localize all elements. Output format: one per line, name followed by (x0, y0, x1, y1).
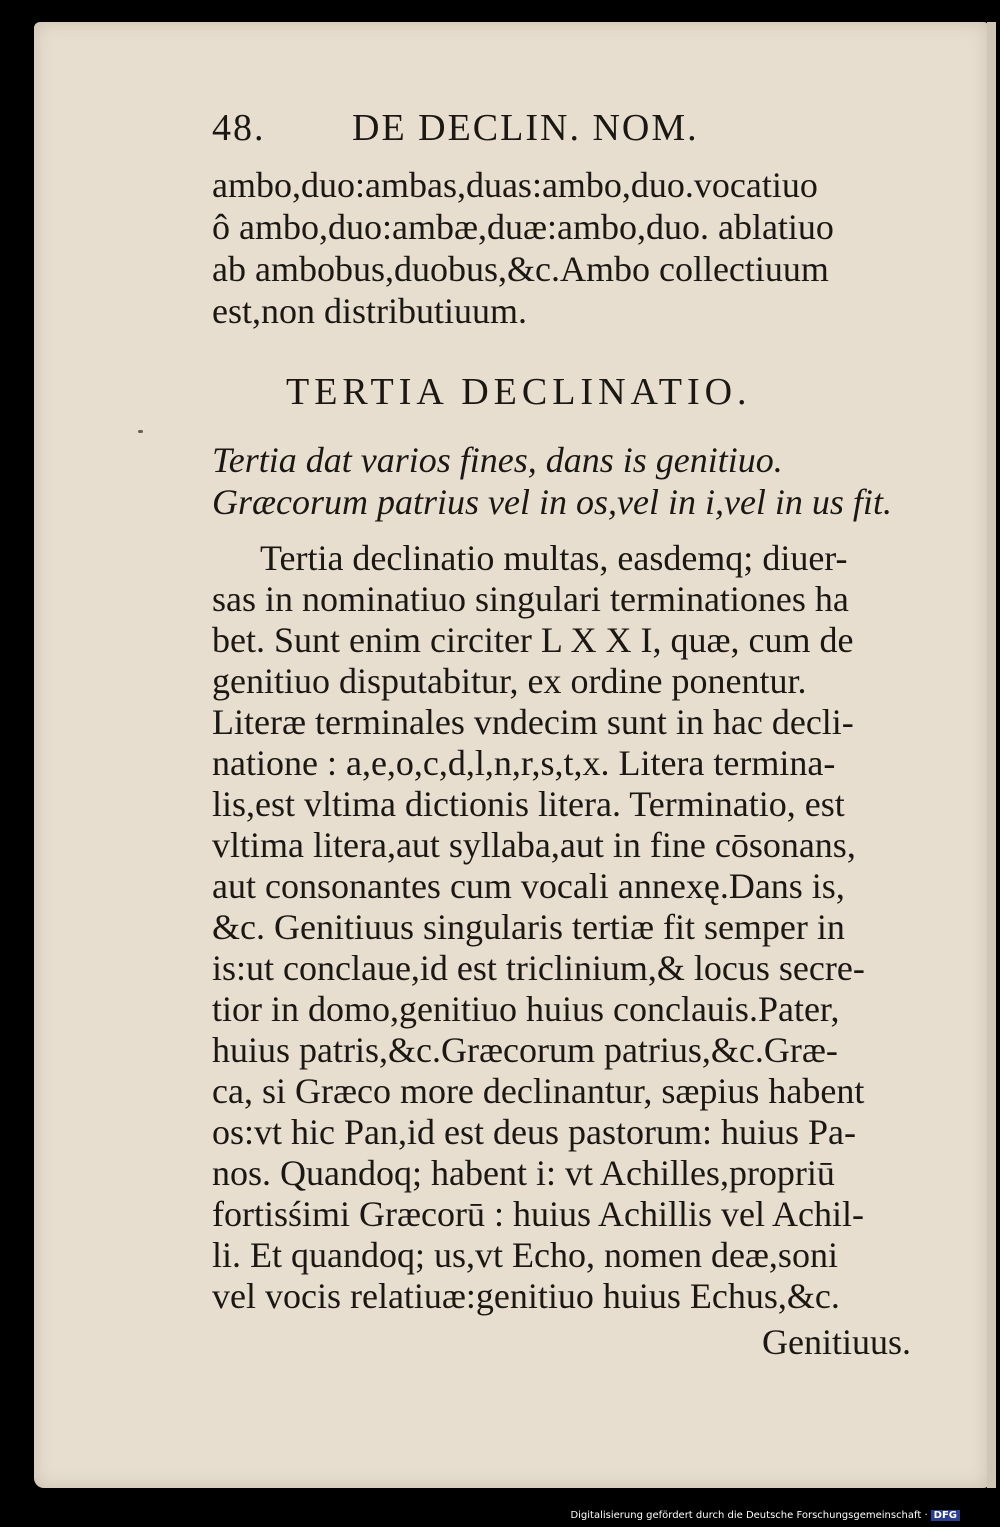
body-line: genitiuo disputabitur, ex ordine ponentur. (212, 661, 807, 701)
verse-line: Græcorum patrius vel in os,vel in i,vel in us fit. (212, 482, 892, 522)
credit-text: Digitalisierung gefördert durch die Deutsche Forschungsgemeinschaft · (570, 1510, 928, 1521)
body-line: natione : a,e,o,c,d,l,n,r,s,t,x. Litera termina- (212, 743, 836, 783)
digitization-credit (570, 1510, 960, 1521)
section-heading: TERTIA DECLINATIO. (286, 371, 752, 413)
intro-line: ambo,duo:ambas,duas:ambo,duo.vocatiuo (212, 165, 818, 205)
running-title: DE DECLIN. NOM. (352, 107, 699, 149)
running-header (212, 108, 699, 148)
body-line: vltima litera,aut syllaba,aut in fine cōsonans, (212, 825, 856, 865)
body-line: li. Et quandoq; us,vt Echo, nomen deæ,soni (212, 1235, 838, 1275)
intro-line: ô ambo,duo:ambæ,duæ:ambo,duo. ablatiuo (212, 207, 834, 247)
body-line: vel vocis relatiuæ:genitiuo huius Echus,&c. (212, 1276, 840, 1316)
body-line: huius patris,&c.Græcorum patrius,&c.Græ- (212, 1030, 838, 1070)
verse-line: Tertia dat varios fines, dans is genitiuo. (212, 440, 783, 480)
body-line: fortisśimi Græcorū : huius Achillis vel Achil- (212, 1194, 864, 1234)
paper-speck (138, 430, 143, 433)
intro-line: ab ambobus,duobus,&c.Ambo collectiuum (212, 249, 829, 289)
body-line: bet. Sunt enim circiter L X X I, quæ, cum de (212, 620, 854, 660)
catchword: Genitiuus. (762, 1322, 911, 1362)
page-number: 48. (212, 107, 266, 149)
body-line: Literæ terminales vndecim sunt in hac decli- (212, 702, 854, 742)
body-line: ca, si Græco more declinantur, sæpius habent (212, 1071, 865, 1111)
body-line: nos. Quandoq; habent i: vt Achilles,propriū (212, 1153, 835, 1193)
page-edge (987, 22, 996, 1488)
intro-line: est,non distributiuum. (212, 291, 527, 331)
body-line: Tertia declinatio multas, easdemq; diuer- (260, 538, 848, 578)
body-line: aut consonantes cum vocali annexę.Dans is, (212, 866, 845, 906)
body-line: os:vt hic Pan,id est deus pastorum: huius Pa- (212, 1112, 856, 1152)
body-line: lis,est vltima dictionis litera. Terminatio, est (212, 784, 845, 824)
body-line: &c. Genitiuus singularis tertiæ fit semper in (212, 907, 845, 947)
dfg-logo: DFG (931, 1510, 960, 1521)
body-line: sas in nominatiuo singulari terminationes ha (212, 579, 849, 619)
body-line: tior in domo,genitiuo huius conclauis.Pater, (212, 989, 840, 1029)
body-line: is:ut conclaue,id est triclinium,& locus secre- (212, 948, 865, 988)
